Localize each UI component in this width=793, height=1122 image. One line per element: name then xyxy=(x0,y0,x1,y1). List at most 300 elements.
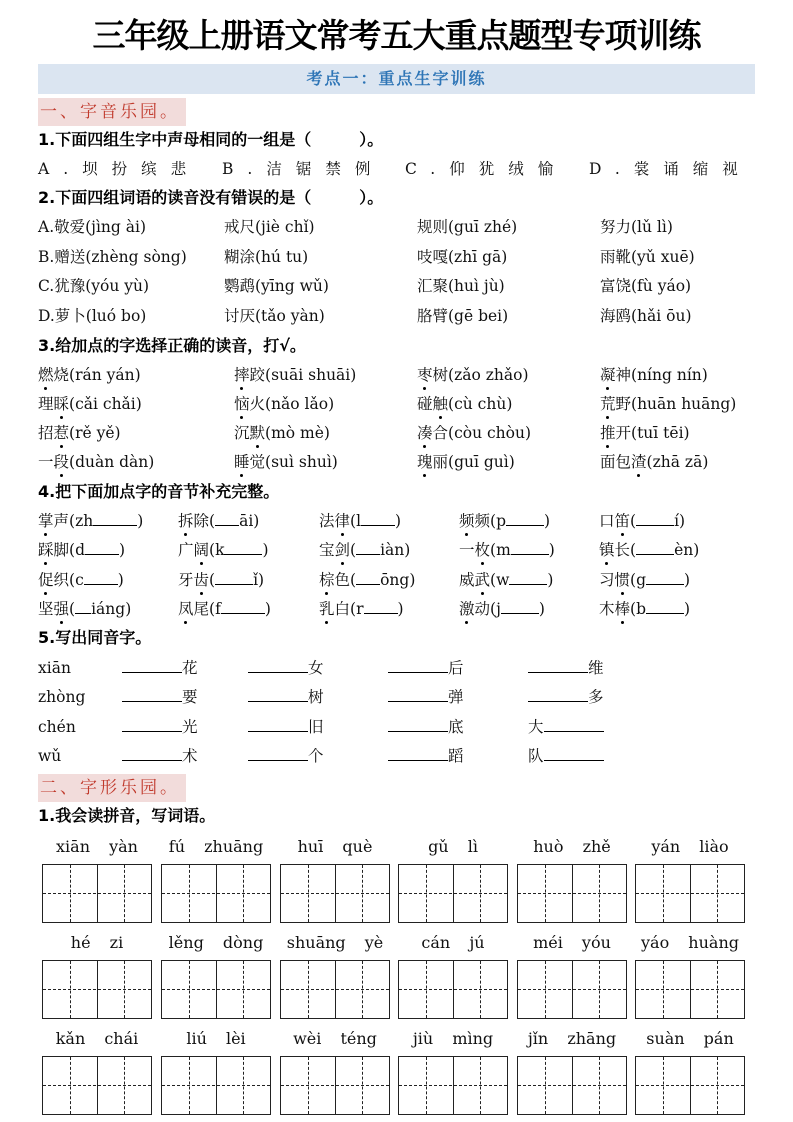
grid-guide-line xyxy=(572,961,573,1018)
q3-row xyxy=(38,450,755,474)
syllable-blank[interactable] xyxy=(84,568,118,585)
word xyxy=(38,571,69,589)
word xyxy=(234,366,265,384)
q5-row xyxy=(38,656,755,680)
homophone-blank[interactable] xyxy=(388,656,448,673)
syllable-prefix: ( xyxy=(350,541,357,560)
character: 树 xyxy=(432,366,449,384)
pinyin-choices[interactable]: (zhā zā) xyxy=(646,453,709,471)
grid-guide-line xyxy=(663,961,664,1018)
dotted-character: 默 xyxy=(250,421,266,445)
syllable-blank[interactable] xyxy=(506,509,544,526)
character: 觉 xyxy=(249,453,266,471)
syllable-suffix: ) xyxy=(548,541,555,560)
tianzige-box[interactable] xyxy=(161,960,271,1019)
q3-item xyxy=(38,421,121,445)
word-pinyin: wèi téng xyxy=(293,1029,377,1048)
dotted-character: 齿 xyxy=(194,568,210,592)
syllable-prefix: (c xyxy=(69,570,84,589)
grid-guide-line xyxy=(335,865,336,922)
question-2-heading: 2.下面四组词语的读音没有错误的是（ ）。 xyxy=(38,188,384,207)
character: 丽 xyxy=(432,453,449,471)
pinyin-choices[interactable]: (nǎo lǎo) xyxy=(265,395,335,413)
word xyxy=(38,541,69,559)
tianzige-box[interactable] xyxy=(280,1056,390,1115)
syllable-suffix: ) xyxy=(684,570,691,589)
syllable-blank[interactable] xyxy=(75,597,91,614)
character: 烧 xyxy=(53,366,70,384)
word-pinyin: huò zhě xyxy=(533,837,611,856)
syllable-blank[interactable] xyxy=(646,597,684,614)
q4-row xyxy=(38,597,755,621)
syllable-blank[interactable] xyxy=(85,538,119,555)
grid-row xyxy=(0,960,793,1020)
q3-item xyxy=(600,450,708,474)
homophone-blank[interactable] xyxy=(544,744,604,761)
dotted-character: 恼 xyxy=(234,392,250,416)
pinyin-choices[interactable]: (rě yě) xyxy=(69,424,121,442)
syllable-prefix: (d xyxy=(69,541,86,560)
syllable-prefix: (g xyxy=(630,570,647,589)
dotted-character: 燃 xyxy=(38,363,54,387)
word xyxy=(417,366,448,384)
grid-guide-line xyxy=(690,865,691,922)
character: 野 xyxy=(615,395,632,413)
word-pinyin: lěng dòng xyxy=(168,933,264,952)
character: 动 xyxy=(474,599,491,618)
pinyin-choices[interactable]: (suāi shuāi) xyxy=(265,366,357,384)
homophone-item xyxy=(248,715,324,739)
q3-item xyxy=(234,450,338,474)
syllable-suffix: ) xyxy=(119,541,126,560)
syllable-blank[interactable] xyxy=(509,568,547,585)
syllable-suffix: èn) xyxy=(674,541,700,560)
homophone-item xyxy=(388,685,464,709)
q4-item xyxy=(599,597,690,621)
dotted-character: 凤 xyxy=(178,597,194,621)
given-character: 花 xyxy=(182,659,198,677)
pinyin-choices[interactable]: (tuī tēi) xyxy=(631,424,690,442)
syllable-blank[interactable] xyxy=(646,568,684,585)
q2-cell: 讨厌(tǎo yàn) xyxy=(224,306,325,325)
q2-cell: 海鸥(hǎi ōu) xyxy=(600,306,692,325)
homophone-item xyxy=(528,685,604,709)
given-character: 后 xyxy=(448,659,464,677)
dotted-character: 摔 xyxy=(234,363,250,387)
syllable-blank[interactable] xyxy=(215,568,253,585)
syllable-prefix: (j xyxy=(490,599,501,618)
pinyin-choices[interactable]: (guī guì) xyxy=(448,453,515,471)
q2-cell: 汇聚(huì jù) xyxy=(417,277,505,295)
tianzige-box[interactable] xyxy=(280,960,390,1019)
dotted-character: 枚 xyxy=(475,538,491,562)
pinyin-choices[interactable]: (rán yán) xyxy=(69,366,141,384)
dotted-character: 触 xyxy=(433,392,449,416)
word xyxy=(38,600,69,618)
character: 招 xyxy=(38,424,54,442)
syllable-prefix: ( xyxy=(69,599,76,618)
dotted-character: 荒 xyxy=(600,392,616,416)
syllable-blank[interactable] xyxy=(224,538,262,555)
syllable-suffix: ) xyxy=(117,570,124,589)
dotted-character: 睬 xyxy=(54,392,70,416)
character: 声 xyxy=(53,512,70,530)
dotted-character: 拆 xyxy=(178,509,194,533)
dotted-character: 乳 xyxy=(319,597,335,621)
grid-guide-line xyxy=(97,865,98,922)
question-3-heading: 3.给加点的字选择正确的读音，打√。 xyxy=(38,336,306,355)
tianzige-box[interactable] xyxy=(517,864,627,923)
homophone-item xyxy=(122,744,198,768)
pinyin-label: zhòng xyxy=(38,688,86,707)
syllable-suffix: í) xyxy=(674,512,686,530)
tianzige-box[interactable] xyxy=(635,1056,745,1115)
dotted-character: 镇 xyxy=(599,538,615,562)
syllable-suffix: iàn) xyxy=(380,541,411,560)
character: 火 xyxy=(249,395,266,413)
character: 尾 xyxy=(193,599,210,618)
word xyxy=(599,600,630,618)
homophone-item xyxy=(122,685,198,709)
word xyxy=(234,424,265,442)
grid-guide-line xyxy=(690,1057,691,1114)
word-pinyin: méi yóu xyxy=(533,933,611,952)
grid-guide-line xyxy=(545,961,546,1018)
q2-cell: 规则(guī zhé) xyxy=(417,218,518,236)
syllable-prefix: (b xyxy=(630,599,647,618)
q4-row xyxy=(38,509,755,533)
dotted-character: 凑 xyxy=(417,421,433,445)
q3-row xyxy=(38,421,755,445)
homophone-blank[interactable] xyxy=(248,715,308,732)
q2-cell: 糊涂(hú tu) xyxy=(224,247,309,266)
homophone-item xyxy=(388,656,464,680)
tianzige-box[interactable] xyxy=(635,960,745,1019)
q3-item xyxy=(600,421,690,445)
word-pinyin: hé zi xyxy=(70,933,124,952)
character: 神 xyxy=(615,366,632,384)
homophone-blank[interactable] xyxy=(122,715,182,732)
word-pinyin: yáo huàng xyxy=(641,933,739,952)
homophone-blank[interactable] xyxy=(248,656,308,673)
character: 一 xyxy=(459,541,475,560)
q2-cell: 戒尺(jiè chǐ) xyxy=(224,218,315,236)
q4-item xyxy=(599,509,685,533)
q5-row xyxy=(38,744,755,768)
syllable-prefix: ( xyxy=(630,512,637,530)
tianzige-box[interactable] xyxy=(42,960,152,1019)
homophone-item xyxy=(248,744,324,768)
page-title: 三年级上册语文常考五大重点题型专项训练 xyxy=(92,16,701,55)
syllable-blank[interactable] xyxy=(215,509,239,526)
q4-item xyxy=(38,538,125,562)
word-pinyin: fú zhuāng xyxy=(168,837,264,856)
character: 跤 xyxy=(249,366,266,384)
q4-item xyxy=(38,509,143,533)
q2-cell: 鹦鹉(yīng wǔ) xyxy=(224,277,329,295)
grid-guide-line xyxy=(480,1057,481,1114)
q2-row xyxy=(38,304,755,328)
syllable-blank[interactable] xyxy=(356,568,380,585)
word xyxy=(417,453,448,471)
q2-cell: 吱嘎(zhī gā) xyxy=(417,247,508,266)
character: 白 xyxy=(334,599,351,618)
word xyxy=(417,424,448,442)
dotted-character: 强 xyxy=(54,597,70,621)
grid-guide-line xyxy=(426,865,427,922)
word xyxy=(178,512,209,530)
pinyin-choices[interactable]: (duàn dàn) xyxy=(69,453,155,471)
pinyin-choices[interactable]: (zǎo zhǎo) xyxy=(448,366,529,384)
character: 理 xyxy=(38,395,54,413)
given-character: 女 xyxy=(308,659,324,677)
q2-cell: 富饶(fù yáo) xyxy=(600,277,692,295)
question-1-heading: 1.下面四组生字中声母相同的一组是（ ）。 xyxy=(38,130,384,149)
syllable-suffix: ) xyxy=(137,512,144,530)
word-pinyin: huī què xyxy=(297,837,373,856)
syllable-blank[interactable] xyxy=(636,509,674,526)
tianzige-box[interactable] xyxy=(398,960,508,1019)
word xyxy=(319,571,350,589)
pinyin-choices[interactable]: (cǎi chǎi) xyxy=(69,395,142,413)
pinyin-row xyxy=(0,835,793,859)
syllable-prefix: (p xyxy=(490,512,507,530)
word-pinyin: jǐn zhāng xyxy=(527,1029,617,1048)
homophone-item xyxy=(122,656,198,680)
dotted-character: 凝 xyxy=(600,363,616,387)
grid-guide-line xyxy=(480,961,481,1018)
syllable-blank[interactable] xyxy=(356,538,380,555)
q4-item xyxy=(319,538,410,562)
syllable-suffix: iáng) xyxy=(91,599,132,618)
character: 口 xyxy=(599,512,615,530)
option-b: B.洁锯禁例 xyxy=(222,160,385,178)
pinyin-choices[interactable]: (còu chòu) xyxy=(448,424,532,442)
syllable-suffix: ) xyxy=(547,570,554,589)
word xyxy=(38,453,69,471)
dotted-character: 渣 xyxy=(631,450,647,474)
pinyin-choices[interactable]: (cù chù) xyxy=(448,395,513,413)
syllable-blank[interactable] xyxy=(361,509,395,526)
dotted-character: 惯 xyxy=(615,568,631,592)
homophone-blank[interactable] xyxy=(544,715,604,732)
grid-guide-line xyxy=(308,1057,309,1114)
grid-guide-line xyxy=(717,865,718,922)
homophone-blank[interactable] xyxy=(388,685,448,702)
syllable-blank[interactable] xyxy=(636,538,674,555)
grid-guide-line xyxy=(545,865,546,922)
word xyxy=(319,541,350,559)
given-character: 弹 xyxy=(448,688,464,707)
character: 色 xyxy=(334,570,351,589)
q4-item xyxy=(459,538,555,562)
syllable-prefix: ( xyxy=(209,570,216,589)
question-1-options xyxy=(38,157,755,181)
homophone-blank[interactable] xyxy=(528,685,588,702)
character: 开 xyxy=(615,424,632,442)
homophone-item xyxy=(248,656,324,680)
character: 习 xyxy=(599,570,615,589)
q2-cell: D.萝卜(luó bo) xyxy=(38,306,147,325)
q4-item xyxy=(599,538,699,562)
q3-item xyxy=(417,450,515,474)
question-4-heading: 4.把下面加点字的音节补充完整。 xyxy=(38,482,280,501)
q4-item xyxy=(38,568,124,592)
q4-row xyxy=(38,538,755,562)
dotted-character: 枣 xyxy=(417,363,433,387)
syllable-prefix: ( xyxy=(209,512,216,530)
grid-guide-line xyxy=(663,1057,664,1114)
tianzige-box[interactable] xyxy=(398,864,508,923)
homophone-blank[interactable] xyxy=(122,685,182,702)
grid-guide-line xyxy=(97,961,98,1018)
grid-guide-line xyxy=(545,1057,546,1114)
word-pinyin: suàn pán xyxy=(646,1029,734,1048)
pinyin-label: chén xyxy=(38,717,76,736)
word xyxy=(234,453,265,471)
dotted-character: 激 xyxy=(459,597,475,621)
q4-item xyxy=(319,509,401,533)
pinyin-choices[interactable]: (mò mè) xyxy=(265,424,330,442)
syllable-suffix: ) xyxy=(395,512,402,530)
grid-guide-line xyxy=(70,1057,71,1114)
q2-cell: 胳臂(gē bei) xyxy=(417,306,509,325)
topic-banner: 考点一：重点生字训练 xyxy=(38,64,755,94)
homophone-blank[interactable] xyxy=(528,656,588,673)
character: 碰 xyxy=(417,395,433,413)
grid-guide-line xyxy=(572,1057,573,1114)
dotted-character: 棒 xyxy=(615,597,631,621)
grid-guide-line xyxy=(599,1057,600,1114)
pinyin-choices[interactable]: (huān huāng) xyxy=(631,395,737,413)
given-character: 底 xyxy=(448,717,464,736)
tianzige-box[interactable] xyxy=(398,1056,508,1115)
grid-guide-line xyxy=(216,865,217,922)
q5-row xyxy=(38,715,755,739)
word xyxy=(599,571,630,589)
tianzige-box[interactable] xyxy=(42,1056,152,1115)
tianzige-box[interactable] xyxy=(280,864,390,923)
word xyxy=(38,424,69,442)
dotted-character: 惹 xyxy=(54,421,70,445)
grid-guide-line xyxy=(426,1057,427,1114)
q2-row xyxy=(38,215,755,239)
grid-guide-line xyxy=(216,961,217,1018)
homophone-blank[interactable] xyxy=(122,656,182,673)
tianzige-box[interactable] xyxy=(161,1056,271,1115)
q3-item xyxy=(234,421,330,445)
q4-item xyxy=(38,597,131,621)
homophone-blank[interactable] xyxy=(248,685,308,702)
syllable-blank[interactable] xyxy=(501,597,539,614)
grid-guide-line xyxy=(243,865,244,922)
character: 长 xyxy=(614,541,631,560)
tianzige-box[interactable] xyxy=(517,1056,627,1115)
homophone-blank[interactable] xyxy=(122,744,182,761)
homophone-blank[interactable] xyxy=(388,744,448,761)
syllable-prefix: (l xyxy=(350,512,362,530)
syllable-blank[interactable] xyxy=(364,597,398,614)
grid-guide-line xyxy=(426,961,427,1018)
section-label-character-form: 二、字形乐园。 xyxy=(38,774,186,802)
dotted-character: 频 xyxy=(459,509,475,533)
tianzige-box[interactable] xyxy=(161,864,271,923)
grid-guide-line xyxy=(690,961,691,1018)
character: 脚 xyxy=(53,541,70,560)
grid-guide-line xyxy=(124,865,125,922)
q5-row xyxy=(38,685,755,709)
tianzige-box[interactable] xyxy=(635,864,745,923)
word xyxy=(459,600,490,618)
q2-cell: C.犹豫(yóu yù) xyxy=(38,277,150,295)
homophone-blank[interactable] xyxy=(388,715,448,732)
given-character: 旧 xyxy=(308,717,324,736)
word xyxy=(234,395,265,413)
q3-item xyxy=(600,363,708,387)
word-pinyin: liú lèi xyxy=(186,1029,246,1048)
tianzige-box[interactable] xyxy=(42,864,152,923)
syllable-blank[interactable] xyxy=(511,538,549,555)
word xyxy=(38,395,69,413)
homophone-blank[interactable] xyxy=(248,744,308,761)
character: 法 xyxy=(319,512,335,530)
grid-guide-line xyxy=(243,961,244,1018)
syllable-prefix: (f xyxy=(209,599,221,618)
character: 织 xyxy=(53,570,70,589)
pinyin-choices[interactable]: (níng nín) xyxy=(631,366,708,384)
word xyxy=(178,541,209,559)
syllable-suffix: ǐ) xyxy=(253,570,265,589)
tianzige-box[interactable] xyxy=(517,960,627,1019)
given-character: 术 xyxy=(182,746,198,765)
dotted-character: 睡 xyxy=(234,450,250,474)
dotted-character: 促 xyxy=(38,568,54,592)
option-c: C.仰犹绒愉 xyxy=(405,160,568,178)
word-pinyin: jiù mìng xyxy=(412,1029,494,1048)
grid-guide-line xyxy=(362,961,363,1018)
syllable-prefix: (zh xyxy=(69,512,94,530)
q3-item xyxy=(600,392,736,416)
q4-item xyxy=(599,568,690,592)
q4-item xyxy=(178,509,259,533)
given-character: 多 xyxy=(588,688,604,707)
dotted-character: 段 xyxy=(54,450,70,474)
word xyxy=(600,366,631,384)
dotted-character: 棕 xyxy=(319,568,335,592)
syllable-suffix: ōng) xyxy=(380,570,416,589)
word xyxy=(600,424,631,442)
q3-item xyxy=(234,363,356,387)
grid-guide-line xyxy=(717,1057,718,1114)
syllable-blank[interactable] xyxy=(221,597,265,614)
dotted-character: 瑰 xyxy=(417,450,433,474)
word xyxy=(459,571,490,589)
character: 牙 xyxy=(178,570,194,589)
q3-item xyxy=(38,392,142,416)
grid-row xyxy=(0,1056,793,1116)
pinyin-choices[interactable]: (suì shuì) xyxy=(265,453,338,471)
word xyxy=(459,541,490,559)
character: 一 xyxy=(38,453,54,471)
section-2-question-1-heading: 1.我会读拼音，写词语。 xyxy=(38,806,216,825)
grid-guide-line xyxy=(453,1057,454,1114)
given-character: 树 xyxy=(308,688,324,707)
word-pinyin: gǔ lì xyxy=(428,837,478,856)
dotted-character: 笛 xyxy=(615,509,631,533)
word xyxy=(178,571,209,589)
word xyxy=(599,512,630,530)
syllable-blank[interactable] xyxy=(93,509,137,526)
